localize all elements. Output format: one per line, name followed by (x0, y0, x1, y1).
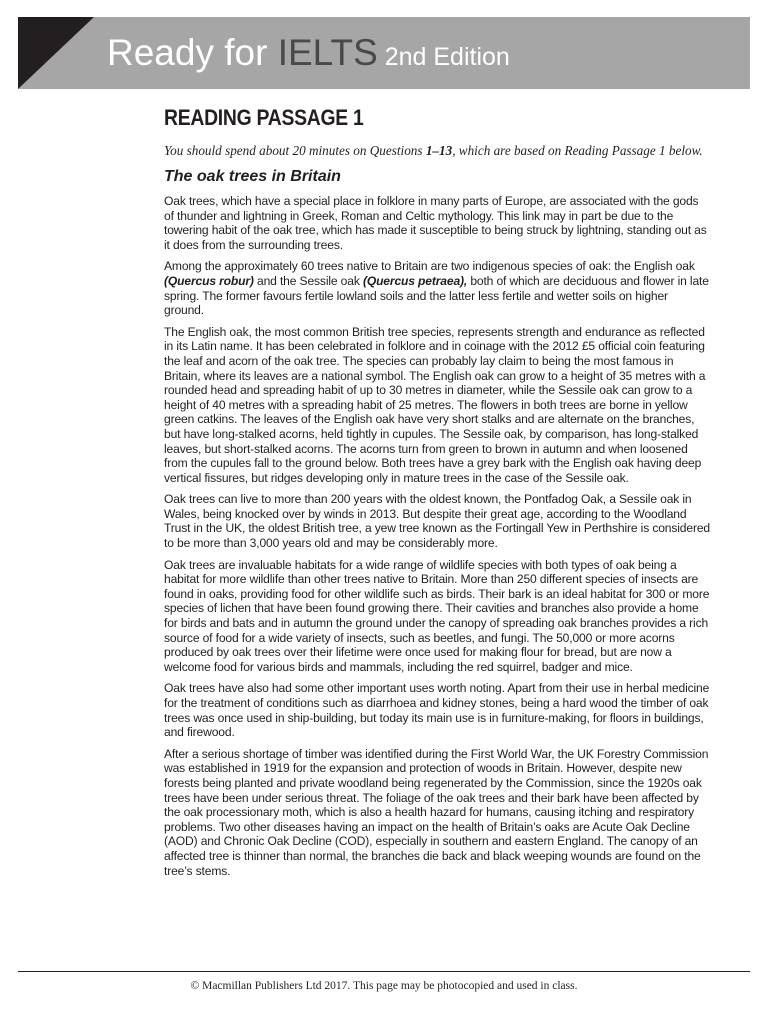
book-title-ielts: IELTS (277, 32, 378, 73)
paragraph-2-part-e: both of which are deciduous and flower in late spring. The former favours fertile lowland soils and the latter less fertile and wetter soils on higher ground. (164, 273, 709, 318)
book-title (107, 34, 510, 71)
instructions-question-range: 1–13 (425, 143, 453, 158)
passage-heading: READING PASSAGE 1 (164, 105, 364, 130)
instructions (164, 143, 710, 159)
paragraph-5: Oak trees are invaluable habitats for a wide range of wildlife species with both types of oak being a habitat for more wildlife than other trees native to Britain. More than 250 different species of insects are found in oaks, providing food for other wildlife such as birds. Their bark is an ideal habitat for 300 or more species of lichen that have been found growing there. Their cavities and branches also provide a home for birds and bats and in autumn the ground under the canopy of spreading oak branches provides a rich source of food for a wide variety of insects, such as beetles, and fungi. The 50,000 or more acorns produced by oak trees over their lifetime were once used for making flour for bread, but are now a welcome food for various birds and mammals, including the red squirrel, badger and mice. (164, 557, 710, 674)
book-title-edition: 2nd Edition (377, 43, 510, 71)
paragraph-2-part-a: Among the approximately 60 trees native to Britain are two indigenous species of oak: the English oak (164, 259, 695, 274)
paragraph-2-part-c: and the Sessile oak (253, 273, 363, 288)
page-content (164, 105, 710, 885)
latin-name-quercus-robur: (Quercus robur) (164, 273, 254, 288)
header-banner (18, 17, 750, 89)
latin-name-quercus-petraea: (Quercus petraea), (362, 273, 468, 288)
book-title-ready-for: Ready for (107, 32, 278, 73)
instructions-before: You should spend about 20 minutes on Questions (164, 143, 426, 158)
banner-corner-triangle (18, 17, 94, 89)
instructions-after: , which are based on Reading Passage 1 below. (452, 143, 703, 158)
paragraph-1: Oak trees, which have a special place in folklore in many parts of Europe, are associated with the gods of thunder and lightning in Greek, Roman and Celtic mythology. This link may in part be due to the towering habit of the oak tree, which has made it susceptible to being struck by lightning, standing out as it does from the surrounding trees. (164, 194, 707, 252)
paragraph-6: Oak trees have also had some other important uses worth noting. Apart from their use in herbal medicine for the treatment of conditions such as diarrhoea and kidney stones, being a hard wood the timber of oak trees was once used in ship-building, but today its main use is in furniture-making, for floors in buildings, and firewood. (164, 681, 710, 740)
article-title: The oak trees in Britain (164, 168, 341, 185)
paragraph-3: The English oak, the most common British tree species, represents strength and endurance as reflected in its Latin name. It has been celebrated in folklore and in coinage with the 2012 £5 official coin featuring the leaf and acorn of the oak tree. The species can probably lay claim to being the most famous in Britain, where its leaves are a national symbol. The English oak can grow to a height of 35 metres with a rounded head and spreading habit of up to 30 metres in diameter, while the Sessile oak can grow to a height of 40 metres with a spreading habit of 25 metres. The flowers in both trees are borne in yellow green catkins. The leaves of the English oak have very short stalks and are alternate on the branches, but have long-stalked acorns, held tightly in cupules. The Sessile oak, by comparison, has long-stalked leaves, but short-stalked acorns. The acorns turn from green to brown in autumn and when loosened from the cupules fall to the ground below. Both trees have a grey bark with the English oak having deep vertical fissures, but ridges developing only in mature trees in the case of the Sessile oak. (164, 324, 706, 485)
paragraph-2 (164, 259, 710, 317)
paragraph-4: Oak trees can live to more than 200 years with the oldest known, the Pontfadog Oak, a Sessile oak in Wales, being knocked over by winds in 2013. But despite their great age, according to the Woodland Trust in the UK, the oldest British tree, a yew tree known as the Fortingall Yew in Perthshire is considered to be more than 3,000 years old and may be considerably more. (164, 492, 710, 551)
footer-divider (18, 971, 750, 972)
paragraph-7: After a serious shortage of timber was identified during the First World War, the UK Forestry Commission was established in 1919 for the expansion and protection of woods in Britain. However, despite new forests being planted and private woodland being regenerated by the Commission, since the 1920s oak trees have been under serious threat. The foliage of the oak trees and their bark have been affected by the oak processionary moth, which is also a health hazard for humans, causing itching and respiratory problems. Two other diseases having an impact on the health of Britain’s oaks are Acute Oak Decline (AOD) and Chronic Oak Decline (COD), especially in southern and eastern England. The canopy of an affected tree is thinner than normal, the branches die back and black weeping wounds are found on the tree’s stems. (164, 746, 709, 878)
copyright-footer: © Macmillan Publishers Ltd 2017. This page may be photocopied and used in class. (190, 980, 578, 992)
